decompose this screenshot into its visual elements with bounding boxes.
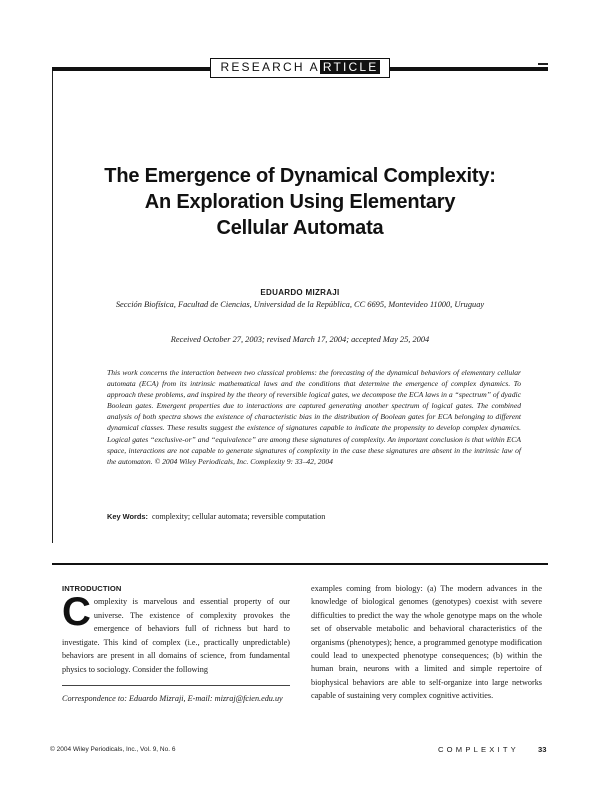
- author-name: EDUARDO MIZRAJI: [260, 288, 340, 297]
- keywords-text: complexity; cellular automata; reversible computation: [151, 512, 326, 521]
- title-line-3: Cellular Automata: [216, 217, 384, 239]
- keywords: [107, 512, 521, 521]
- received-dates: Received October 27, 2003; revised March 17, 2004; accepted May 25, 2004: [170, 335, 430, 344]
- section-label: [210, 58, 390, 78]
- correspondence-note: Correspondence to: Eduardo Mizraji, E-mail: mizraj@fcien.edu.uy: [62, 694, 283, 703]
- author-affiliation: Sección Biofísica, Facultad de Ciencias, Universidad de la República, CC 6695, Montevideo 11000, Uruguay: [115, 300, 485, 309]
- header-tick: [538, 63, 548, 65]
- page-number: 33: [538, 745, 547, 754]
- paper-title: [80, 163, 520, 241]
- footer-journal: COMPLEXITY: [438, 745, 519, 754]
- intro-right-column: examples coming from biology: (a) The modern advances in the knowledge of biological genomes (genotypes) coexist with severe difficulties to predict the way the whole genotype maps on the whole set of observable metabolic and behavioral characteristics of the organisms (phenotypes); hence, a programmed genotype modification could lead to unexpected phenotype consequences; (b) within the human brain, neurons with a limited and simple repertoire of biophysical behaviors are able to self-organize into large networks capable of sustaining very complex cognitive activities.: [311, 584, 542, 701]
- intro-left-text: omplexity is marvelous and essential property of our universe. The existence of complexity provokes the emergence of behaviors full of richness but hard to investigate. This kind of complex (i.e., practically unpredictable) behaviors are present in all domains of science, from fundamental physics to sociology. Consider the following: [62, 597, 290, 674]
- footer-copyright: © 2004 Wiley Periodicals, Inc., Vol. 9, No. 6: [50, 746, 176, 753]
- margin-rule: [52, 71, 53, 543]
- title-line-1: The Emergence of Dynamical Complexity:: [104, 165, 496, 187]
- section-label-prefix: RESEARCH A: [220, 60, 320, 74]
- intro-left-column: [62, 590, 290, 677]
- title-line-2: An Exploration Using Elementary: [144, 191, 456, 213]
- section-divider: [52, 563, 548, 565]
- keywords-label: Key Words:: [107, 512, 148, 521]
- drop-cap: C: [62, 590, 91, 634]
- section-label-highlight: RTICLE: [320, 60, 380, 74]
- abstract: This work concerns the interaction between two classical problems: the forecasting of the dynamical behaviors of elementary cellular automata (ECA) from its intrinsic mathematical laws and the conditions that determine the emergence of complex dynamics. To approach these problems, and inspired by the theory of reversible logical gates, we decompose the ECA laws in a “spectrum” of dyadic Boolean gates. Emergent properties due to interactions are captured generating another spectrum of logical gates. The combined analysis of both spectra shows the existence of characteristic bias in the distribution of Boolean gates for ECA belonging to different dynamical classes. These results suggest the existence of signatures capable to indicate the propensity to develop complex dynamics. Logical gates “exclusive-or” and “equivalence” are among these signatures of complexity. An important conclusion is that within ECA space, interactions are not capable to generate signatures of complexity in the case these signatures are absent in the intrinsic law of the automaton. © 2004 Wiley Periodicals, Inc. Complexity 9: 33–42, 2004: [107, 368, 521, 466]
- footnote-rule: [62, 685, 290, 686]
- intro-heading: INTRODUCTION: [62, 584, 122, 593]
